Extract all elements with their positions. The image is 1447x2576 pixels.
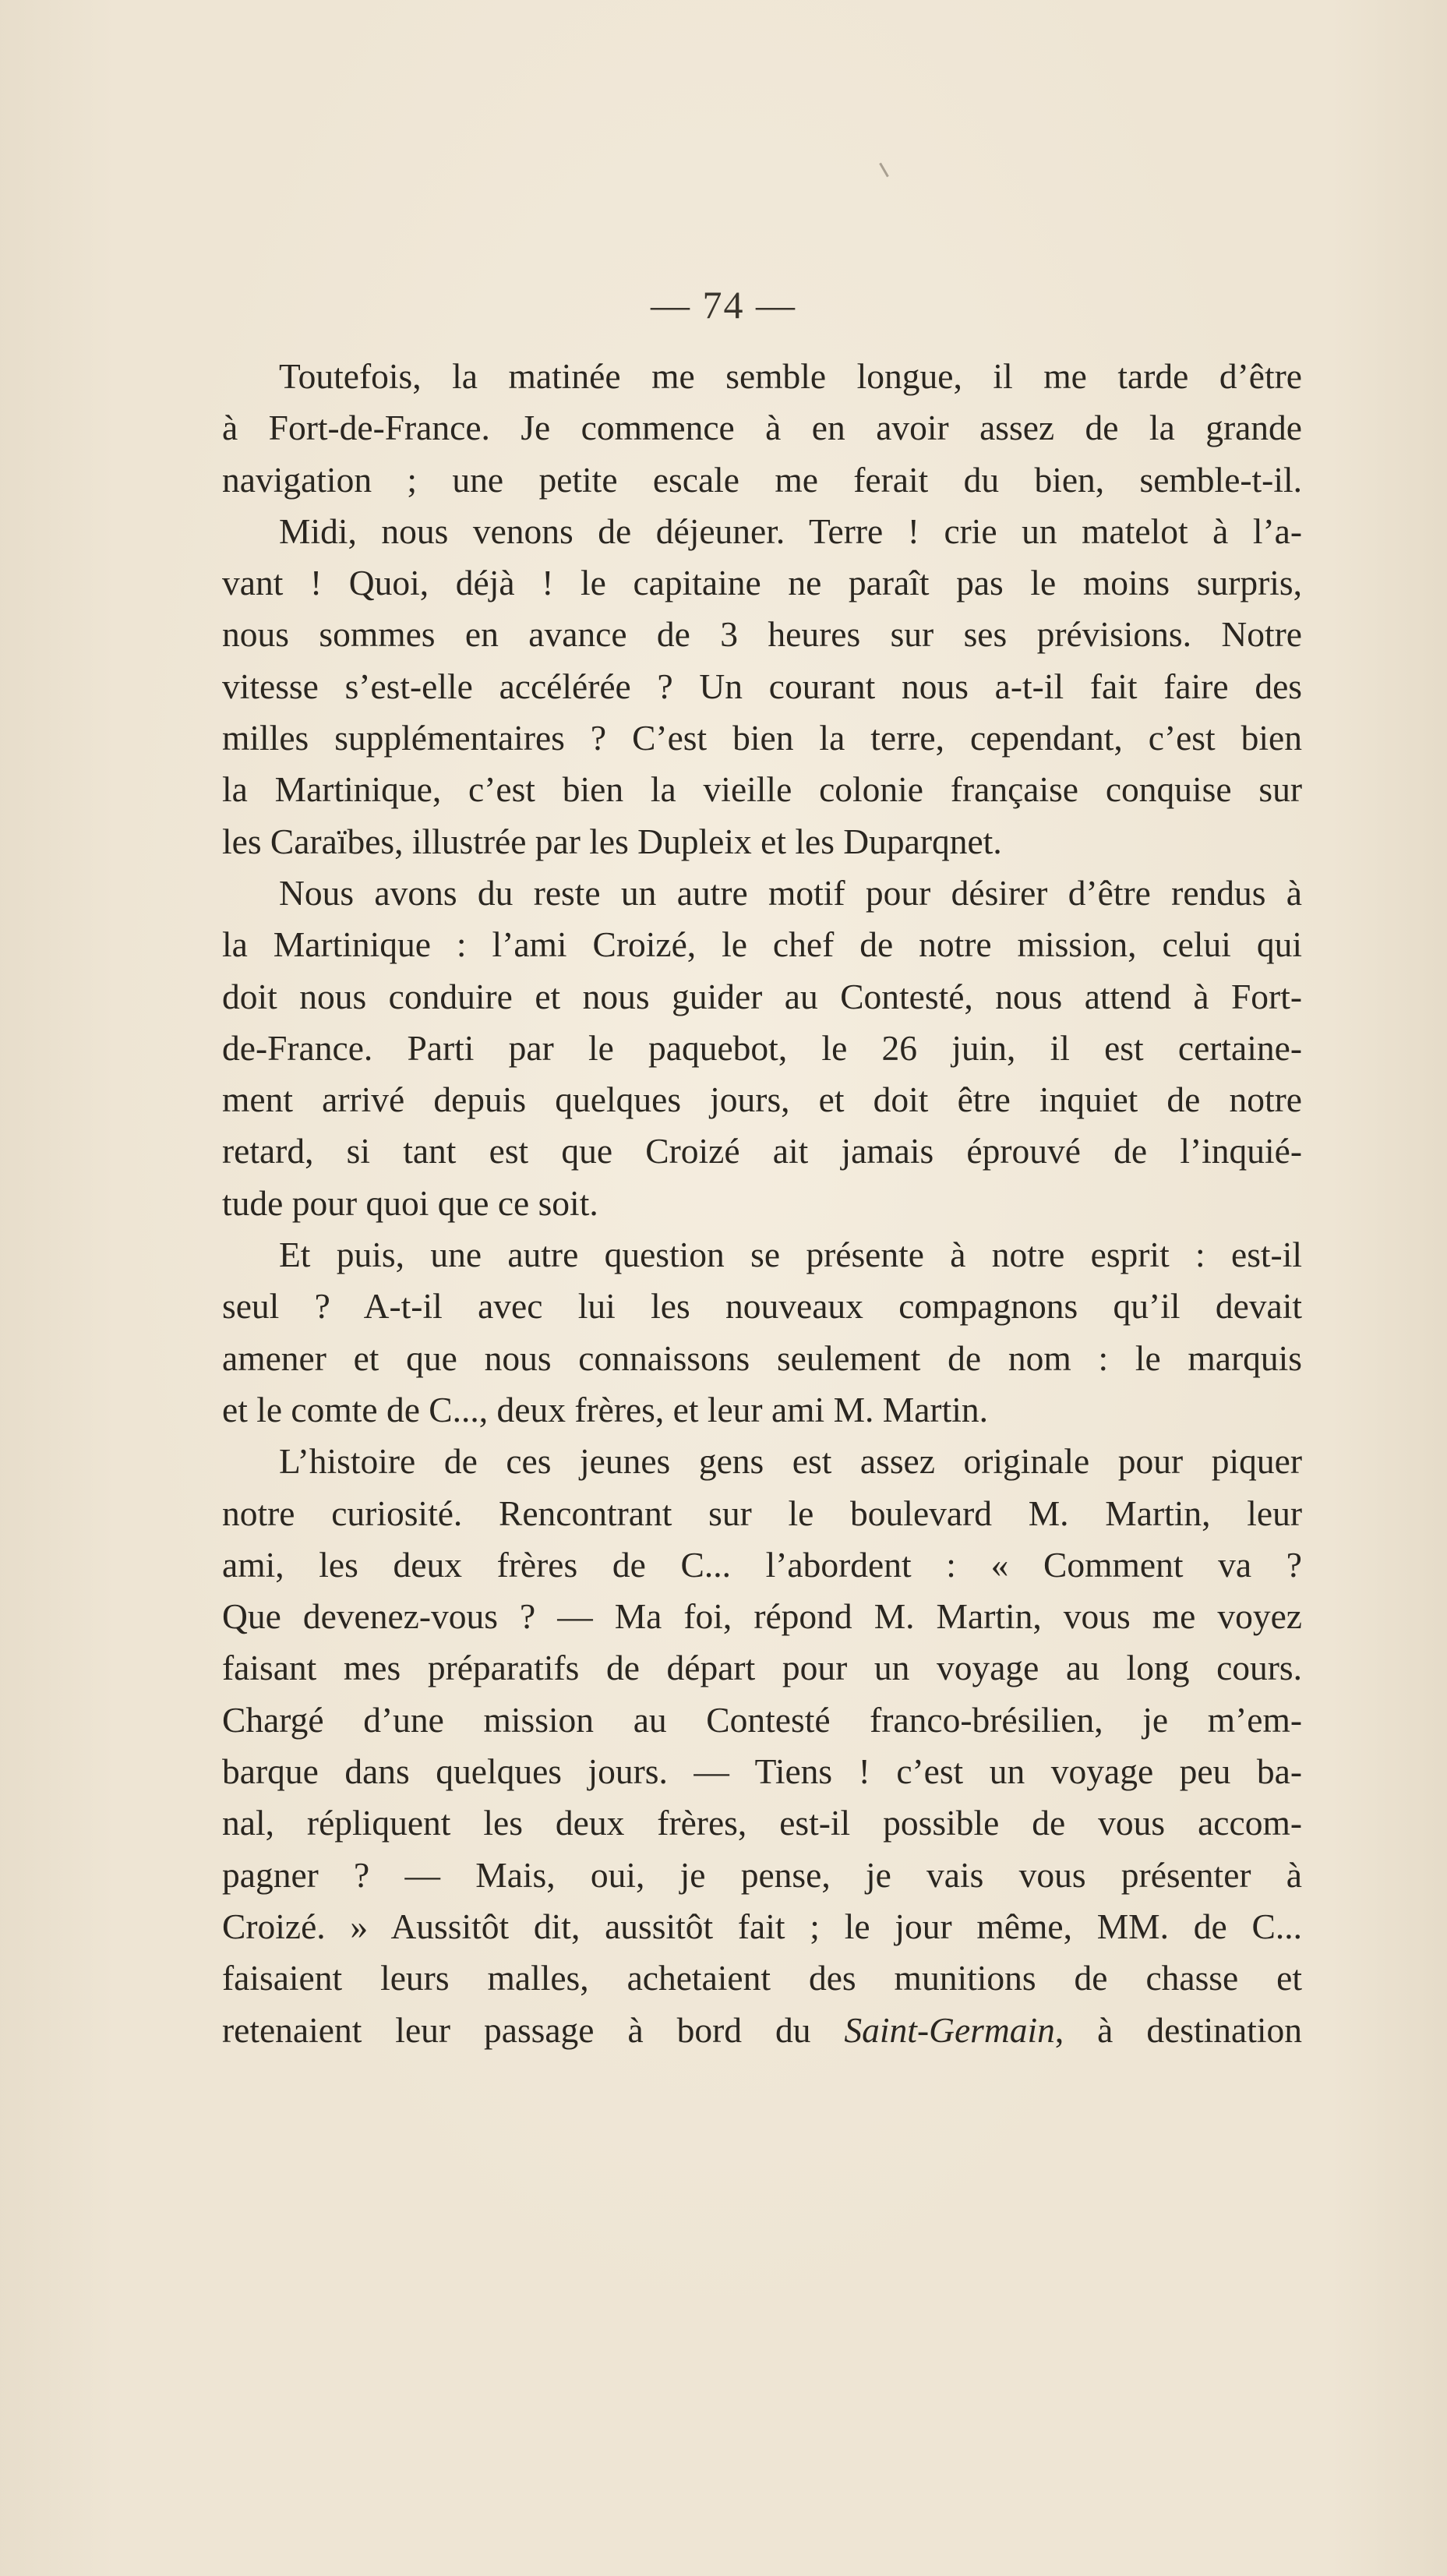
text-line: doit nous conduire et nous guider au Contesté, nous attend à Fort- <box>222 976 1302 1016</box>
text-line: vant ! Quoi, déjà ! le capitaine ne paraît pas le moins surpris, <box>222 563 1302 603</box>
paragraph-3 <box>222 1229 1302 1436</box>
text-line: Et puis, une autre question se présente à notre esprit : est-il <box>279 1235 1302 1275</box>
text-line: faisant mes préparatifs de départ pour un voyage au long cours. <box>222 1648 1302 1688</box>
text-line: nous sommes en avance de 3 heures sur ses prévisions. Notre <box>222 614 1302 655</box>
text-line: seul ? A-t-il avec lui les nouveaux compagnons qu’il devait <box>222 1286 1302 1327</box>
text-line: Toutefois, la matinée me semble longue, il me tarde d’être <box>279 356 1302 396</box>
text-line: ment arrivé depuis quelques jours, et doit être inquiet de notre <box>222 1080 1302 1120</box>
text-line: faisaient leurs malles, achetaient des munitions de chasse et <box>222 1958 1302 1998</box>
text-line: nal, répliquent les deux frères, est-il possible de vous accom- <box>222 1803 1302 1843</box>
text-line: la Martinique : l’ami Croizé, le chef de notre mission, celui qui <box>222 924 1302 965</box>
text-line: tude pour quoi que ce soit. <box>222 1182 598 1223</box>
text-line: de-France. Parti par le paquebot, le 26 juin, il est certaine- <box>222 1027 1302 1068</box>
paragraph-2 <box>222 868 1302 1229</box>
text-line: Nous avons du reste un autre motif pour désirer d’être rendus à <box>279 872 1302 913</box>
body-text <box>222 351 1302 2056</box>
text-line: les Caraïbes, illustrée par les Dupleix et les Duparqnet. <box>222 821 1002 861</box>
text-line: ami, les deux frères de C... l’abordent : « Comment va ? <box>222 1544 1302 1585</box>
page-number: — 74 — <box>651 283 796 327</box>
text-line-final <box>222 2005 1302 2056</box>
text-line: à Fort-de-France. Je commence à en avoir assez de la grande <box>222 408 1302 448</box>
text-line: vitesse s’est-elle accélérée ? Un courant nous a-t-il fait faire des <box>222 666 1302 706</box>
text-line: L’histoire de ces jeunes gens est assez originale pour piquer <box>279 1441 1302 1482</box>
text-line: milles supplémentaires ? C’est bien la terre, cependant, c’est bien <box>222 718 1302 758</box>
ink-mark <box>879 163 889 178</box>
text-line: et le comte de C..., deux frères, et leur ami M. Martin. <box>222 1389 988 1429</box>
text-line: la Martinique, c’est bien la vieille colonie française conquise sur <box>222 769 1302 810</box>
paragraph-4 <box>222 1436 1302 2056</box>
text-segment: retenaient leur passage à bord du <box>222 2009 845 2050</box>
text-line: Chargé d’une mission au Contesté franco-brésilien, je m’em- <box>222 1699 1302 1740</box>
text-line: notre curiosité. Rencontrant sur le boulevard M. Martin, leur <box>222 1493 1302 1533</box>
text-line: amener et que nous connaissons seulement de nom : le marquis <box>222 1337 1302 1378</box>
ship-name: Saint-Germain <box>844 2009 1055 2050</box>
text-line: retard, si tant est que Croizé ait jamais éprouvé de l’inquié- <box>222 1131 1302 1171</box>
text-line: Que devenez-vous ? — Ma foi, répond M. Martin, vous me voyez <box>222 1596 1302 1637</box>
text-line: pagner ? — Mais, oui, je pense, je vais vous présenter à <box>222 1854 1302 1895</box>
text-line: barque dans quelques jours. — Tiens ! c’est un voyage peu ba- <box>222 1751 1302 1792</box>
text-segment: , à destination <box>1054 2009 1302 2050</box>
text-line: Midi, nous venons de déjeuner. Terre ! crie un matelot à l’a- <box>279 511 1302 551</box>
paragraph-1 <box>222 351 1302 868</box>
text-line: navigation ; une petite escale me ferait du bien, semble-t-il. <box>222 459 1302 500</box>
text-line: Croizé. » Aussitôt dit, aussitôt fait ; le jour même, MM. de C... <box>222 1906 1302 1946</box>
